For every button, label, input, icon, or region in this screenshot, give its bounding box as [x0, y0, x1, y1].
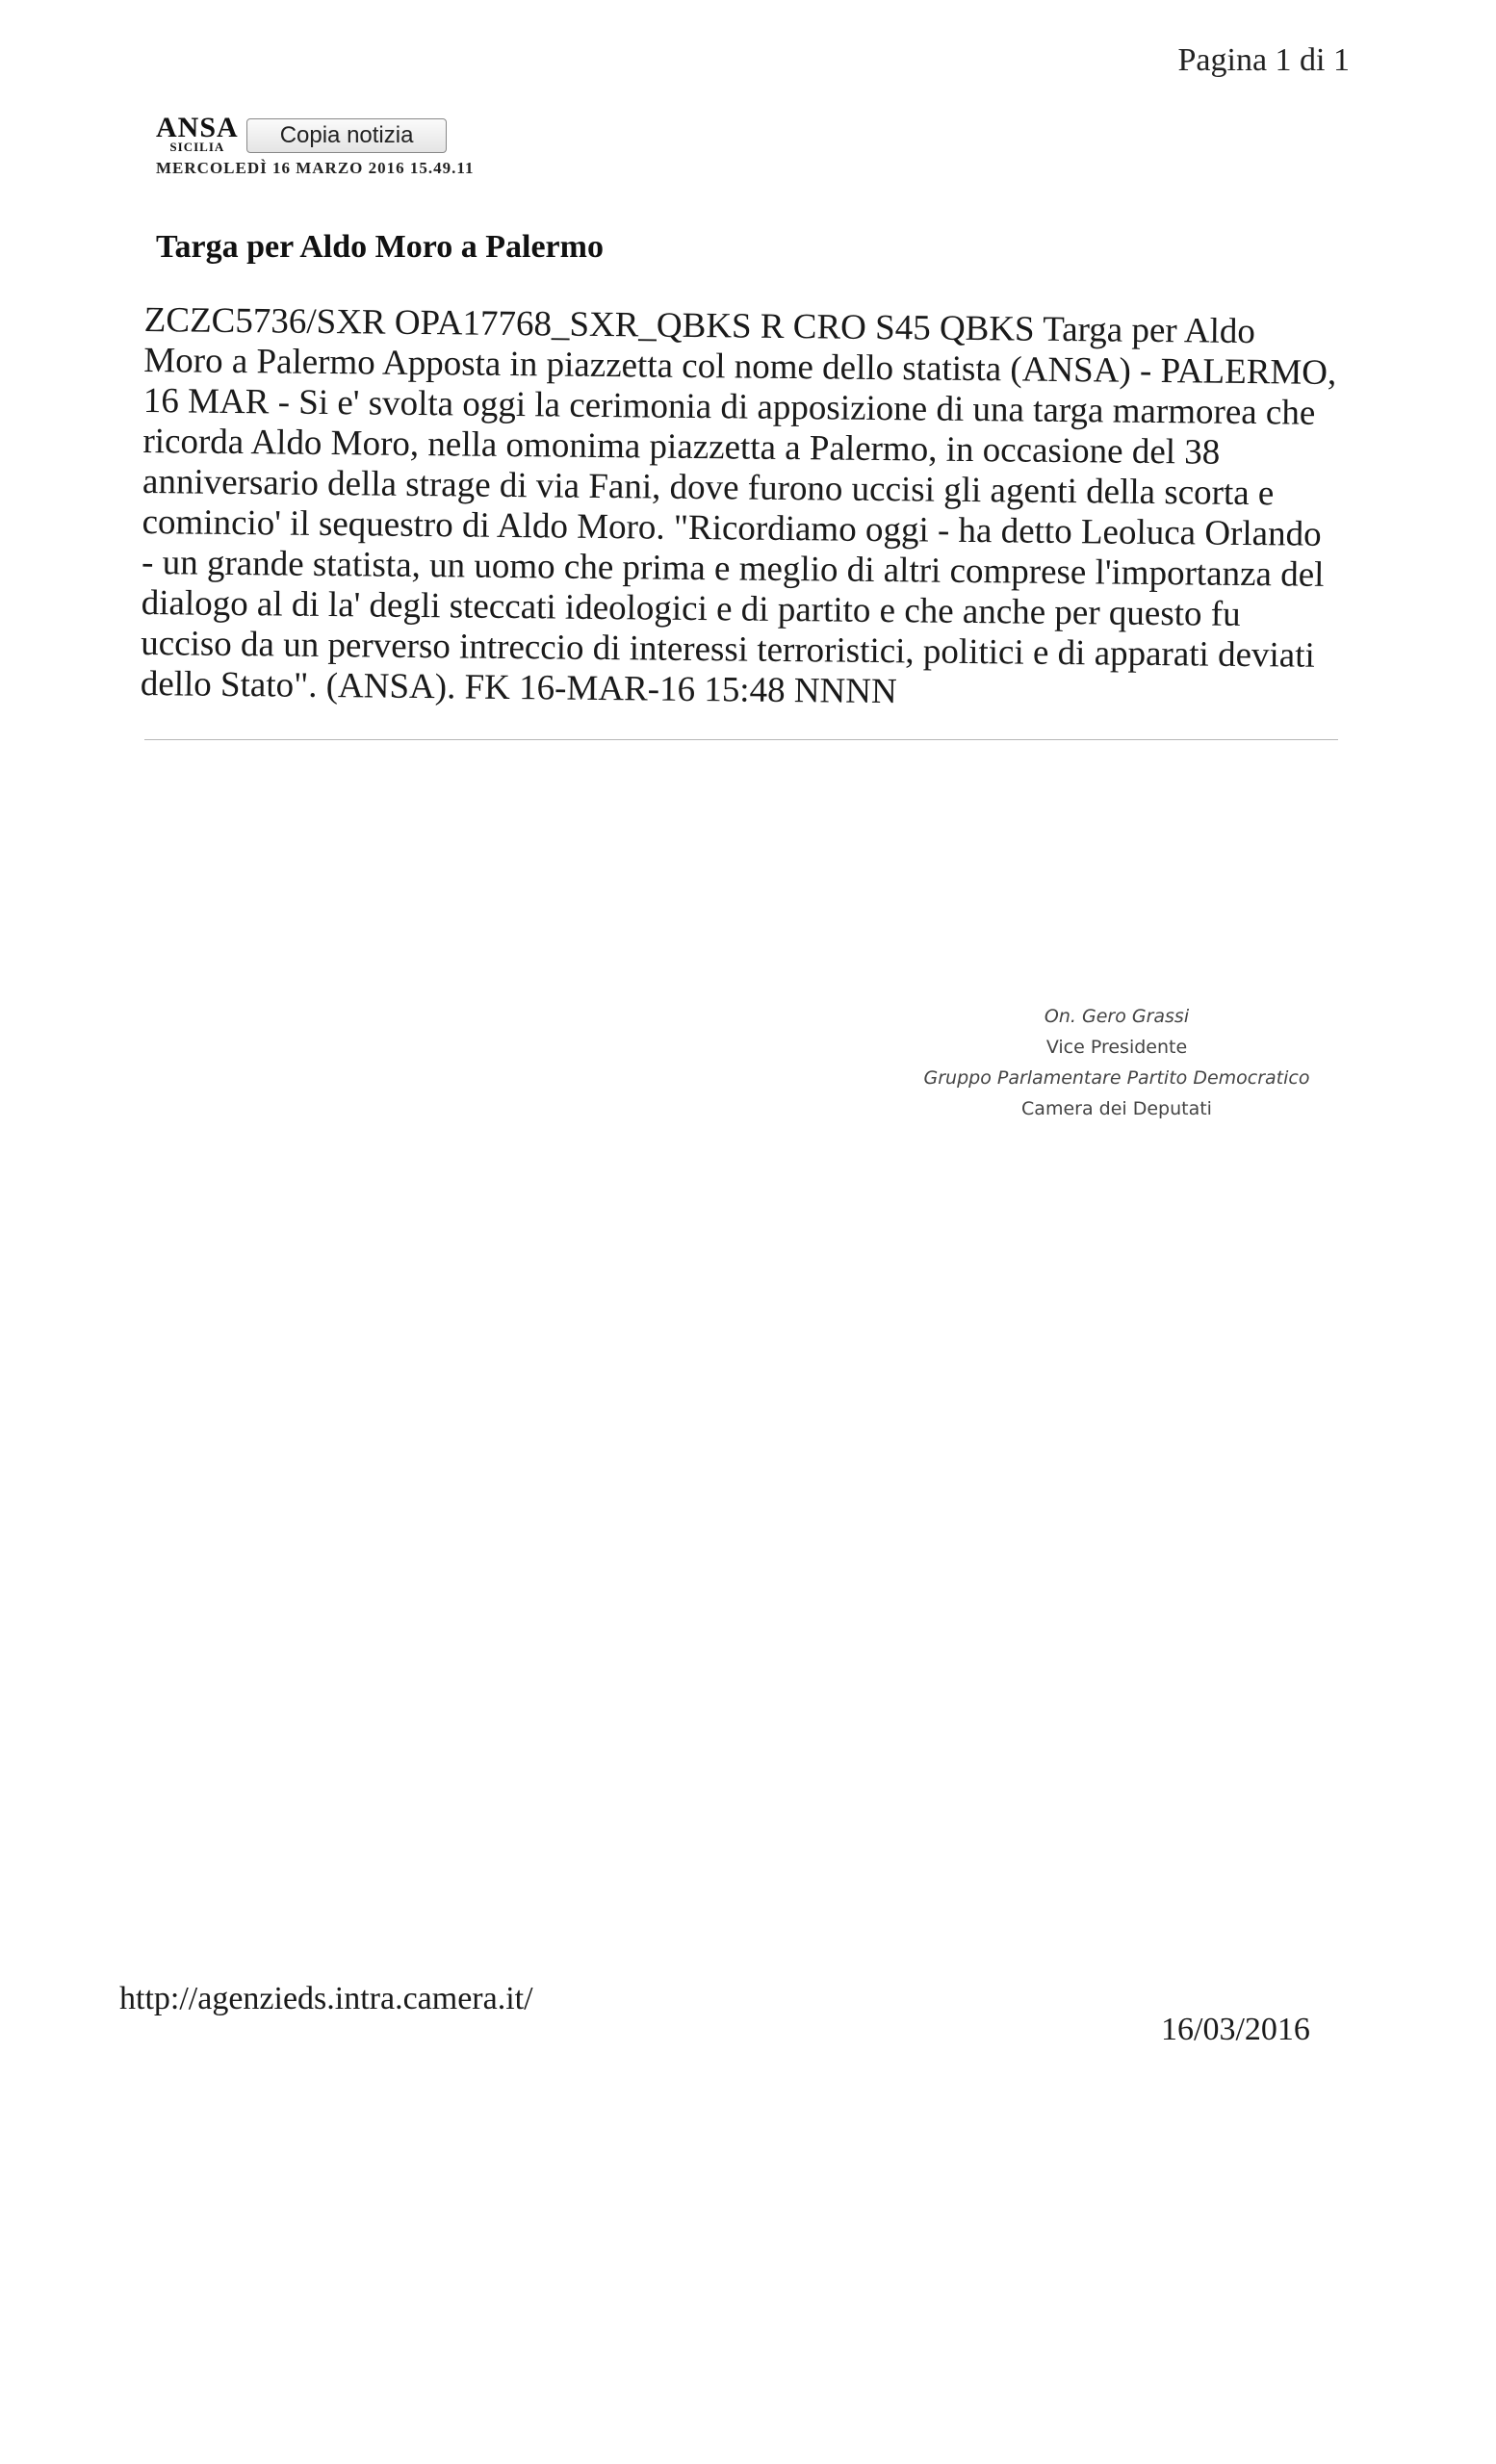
- logo-main-text: ANSA: [156, 112, 239, 143]
- logo-sub-text: SICILIA: [169, 140, 225, 154]
- article-body: ZCZC5736/SXR OPA17768_SXR_QBKS R CRO S45 QBKS Targa per Aldo Moro a Palermo Apposta in piazzetta col nome dello statista (ANSA) - PALERMO, 16 MAR - Si e' svolta oggi la cerimonia di apposizione di una targa marmorea che ricorda Aldo Moro, nella omonima piazzetta a Palermo, in occasione del 38 anniversario della strage di via Fani, dove furono uccisi gli agenti della scorta e comincio' il sequestro di Aldo Moro. "Ricordiamo oggi - ha detto Leoluca Orlando - un grande statista, un uomo che prima e meglio di altri comprese l'importanza del dialogo al di la' degli steccati ideologici e di partito e che anche per questo fu ucciso da un perverso intreccio di interessi terroristici, politici e di apparati deviati dello Stato". (ANSA). FK 16-MAR-16 15:48 NNNN: [140, 300, 1337, 712]
- logo-row: [156, 114, 474, 153]
- page-number: Pagina 1 di 1: [1177, 42, 1350, 78]
- signature-group: Gruppo Parlamentare Partito Democratico: [923, 1067, 1310, 1089]
- signature-institution: Camera dei Deputati: [1021, 1098, 1212, 1119]
- dateline: MERCOLEDÌ 16 MARZO 2016 15.49.11: [156, 159, 475, 177]
- signature-name: On. Gero Grassi: [1044, 1006, 1190, 1027]
- footer-date: 16/03/2016: [1161, 2012, 1310, 2047]
- article-title: Targa per Aldo Moro a Palermo: [156, 229, 604, 265]
- news-header: [156, 114, 474, 178]
- signature-stamp: [828, 1001, 1406, 1124]
- copy-news-button[interactable]: Copia notizia: [246, 118, 448, 153]
- ansa-logo: [156, 114, 239, 153]
- divider: [144, 739, 1338, 740]
- signature-role: Vice Presidente: [1045, 1037, 1188, 1058]
- footer-url: http://agenzieds.intra.camera.it/: [119, 1981, 533, 2016]
